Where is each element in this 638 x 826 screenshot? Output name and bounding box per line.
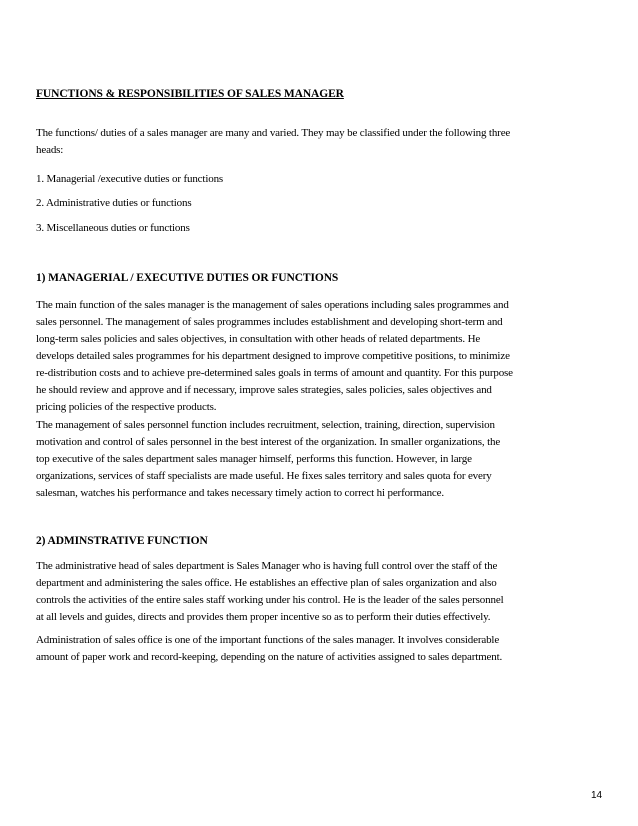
paragraph-line: pricing policies of the respective products.: [36, 401, 217, 413]
list-item: 2. Administrative duties or functions: [36, 197, 192, 209]
list-item: 1. Managerial /executive duties or functions: [36, 173, 224, 185]
paragraph-line: at all levels and guides, directs and provides them proper incentive so as to perform their duties effectively.: [36, 611, 491, 623]
paragraph-line: controls the activities of the entire sales staff working under his control. He is the leader of the sales personnel: [36, 594, 504, 606]
paragraph-line: re-distribution costs and to achieve pre-determined sales goals in terms of amount and quantity. For this purpose: [36, 367, 513, 379]
paragraph-line: Administration of sales office is one of the important functions of the sales manager. It involves considerable: [36, 634, 500, 646]
paragraph-line: amount of paper work and record-keeping, depending on the nature of activities assigned to sales department.: [36, 651, 503, 663]
paragraph-line: long-term sales policies and sales objectives, in consultation with other heads of related departments. He: [36, 333, 481, 345]
paragraph-line: The main function of the sales manager is the management of sales operations including sales programmes and: [36, 299, 509, 311]
paragraph-line: top executive of the sales department sales manager himself, performs this function. However, in large: [36, 453, 472, 465]
paragraph-line: department and administering the sales office. He establishes an effective plan of sales organization and also: [36, 577, 497, 589]
paragraph-line: salesman, watches his performance and takes necessary timely action to correct hi performance.: [36, 487, 444, 499]
section1-paragraph-2: [36, 417, 602, 502]
intro-line: heads:: [36, 144, 64, 156]
document-title: FUNCTIONS & RESPONSIBILITIES OF SALES MANAGER: [36, 88, 344, 100]
list-item: 3. Miscellaneous duties or functions: [36, 222, 190, 234]
intro-paragraph: [36, 125, 602, 159]
paragraph-line: The administrative head of sales department is Sales Manager who is having full control over the staff of the: [36, 560, 498, 572]
paragraph-line: he should review and approve and if necessary, improve sales strategies, sales policies, sales objectives and: [36, 384, 492, 396]
intro-line: The functions/ duties of a sales manager are many and varied. They may be classified under the following three: [36, 127, 511, 139]
section2-paragraph-2: [36, 632, 602, 666]
paragraph-line: The management of sales personnel function includes recruitment, selection, training, direction, supervision: [36, 419, 495, 431]
section1-paragraph-1: [36, 297, 602, 416]
paragraph-line: develops detailed sales programmes for his department designed to improve competitive positions, to minimize: [36, 350, 510, 362]
page-number: 14: [591, 790, 603, 801]
paragraph-line: organizations, services of staff specialists are made useful. He fixes sales territory and sales quota for every: [36, 470, 492, 482]
section-heading-administrative: 2) ADMINSTRATIVE FUNCTION: [36, 535, 208, 547]
paragraph-line: sales personnel. The management of sales programmes includes establishment and developing short-term and: [36, 316, 503, 328]
section-heading-managerial: 1) MANAGERIAL / EXECUTIVE DUTIES OR FUNCTIONS: [36, 272, 339, 284]
section2-paragraph-1: [36, 558, 602, 626]
paragraph-line: motivation and control of sales personnel in the best interest of the organization. In smaller organizations, the: [36, 436, 501, 448]
